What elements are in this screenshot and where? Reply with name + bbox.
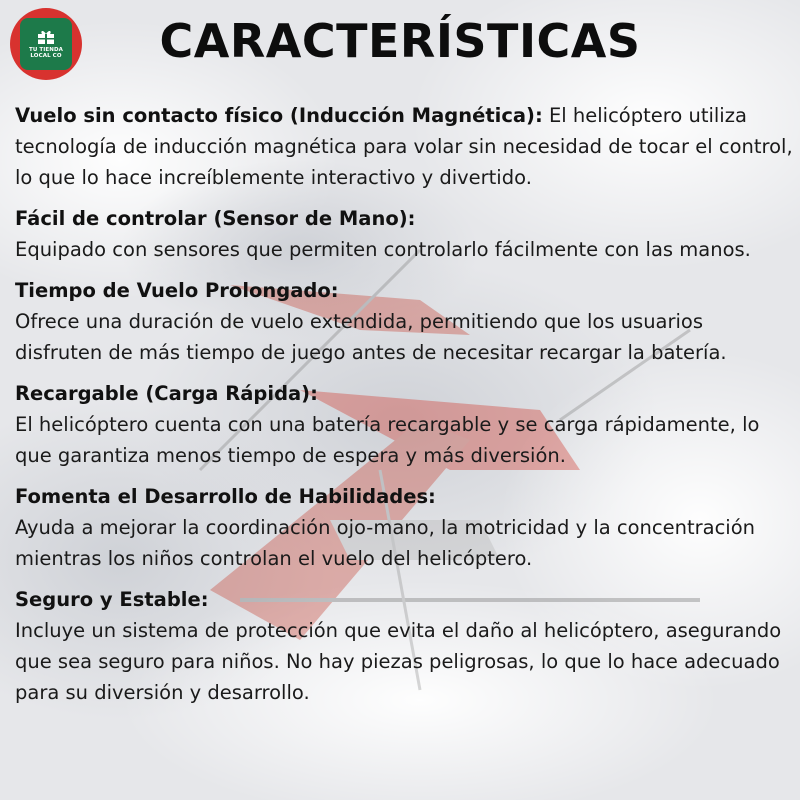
feature-item	[15, 275, 795, 368]
features-list	[15, 100, 795, 718]
feature-description: Equipado con sensores que permiten controlarlo fácilmente con las manos.	[15, 238, 751, 261]
feature-item	[15, 378, 795, 471]
feature-title: Fácil de controlar (Sensor de Mano):	[15, 207, 416, 230]
feature-item	[15, 584, 795, 708]
feature-title: Seguro y Estable:	[15, 588, 209, 611]
feature-description: Ayuda a mejorar la coordinación ojo-mano, la motricidad y la concentración mientras los niños controlan el vuelo del helicóptero.	[15, 516, 756, 570]
feature-title: Vuelo sin contacto físico (Inducción Magnética):	[15, 104, 543, 127]
feature-description: El helicóptero cuenta con una batería recargable y se carga rápidamente, lo que garantiza menos tiempo de espera y más diversión.	[15, 413, 760, 467]
logo-text-line1: TU TIENDA	[28, 47, 63, 53]
feature-description: Ofrece una duración de vuelo extendida, permitiendo que los usuarios disfruten de más tiempo de juego antes de necesitar recargar la batería.	[15, 310, 727, 364]
logo-text-line2: LOCAL CO	[30, 53, 62, 59]
feature-description: Incluye un sistema de protección que evita el daño al helicóptero, asegurando que sea seguro para niños. No hay piezas peligrosas, lo que lo hace adecuado para su diversión y desarrollo.	[15, 619, 782, 704]
feature-item	[15, 203, 795, 265]
feature-description: El helicóptero utiliza tecnología de inducción magnética para volar sin necesidad de tocar el control, lo que lo hace increíblemente interactivo y divertido.	[15, 104, 793, 189]
feature-title: Fomenta el Desarrollo de Habilidades:	[15, 485, 436, 508]
feature-item	[15, 481, 795, 574]
page-title: CARACTERÍSTICAS	[159, 14, 641, 68]
feature-title: Tiempo de Vuelo Prolongado:	[15, 279, 339, 302]
feature-item	[15, 100, 795, 193]
feature-title: Recargable (Carga Rápida):	[15, 382, 318, 405]
